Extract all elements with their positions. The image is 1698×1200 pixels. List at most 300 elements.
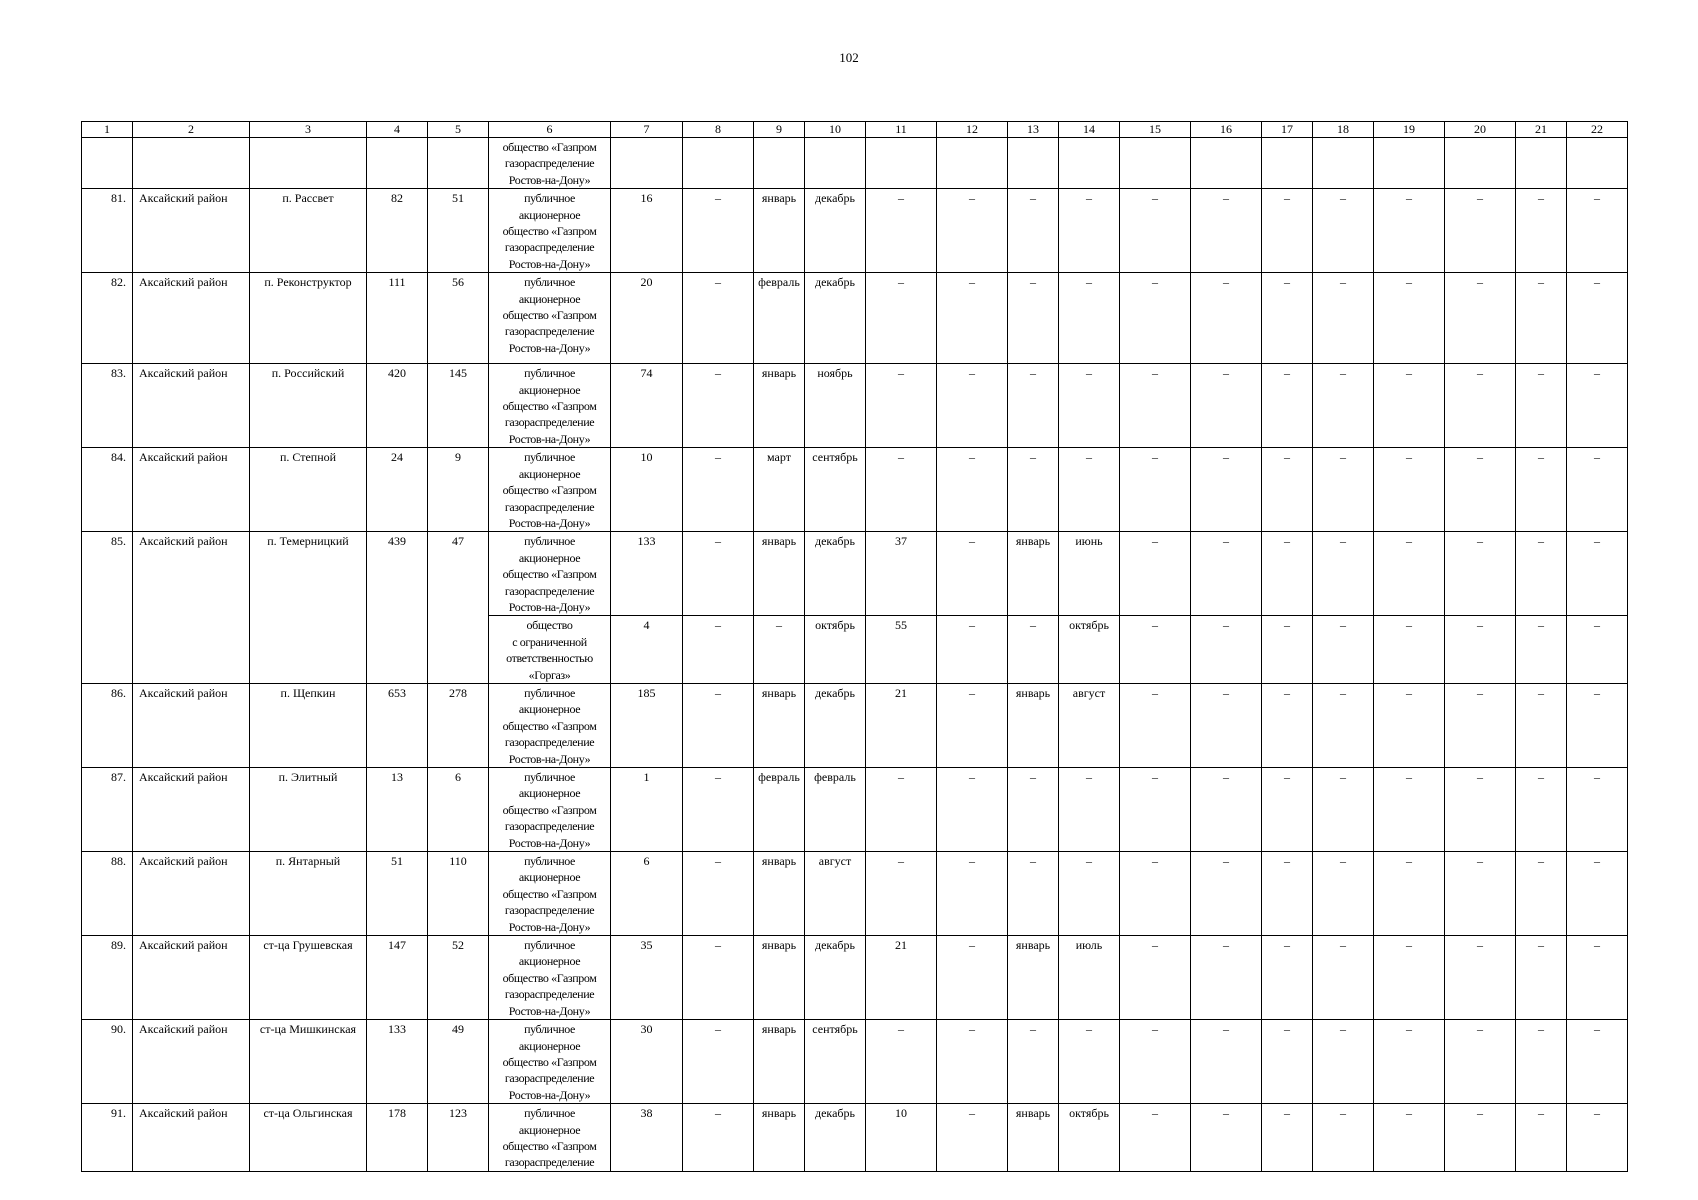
org-name-line: публичное	[524, 938, 575, 953]
value-cell-col22: –	[1567, 683, 1628, 767]
org-name-line: Ростов-на-Дону»	[508, 751, 591, 766]
row-number-cell: 90.	[82, 1020, 133, 1104]
value-cell-col21: –	[1516, 273, 1567, 364]
value-cell-col5: 278	[428, 683, 489, 767]
value-cell-col21: –	[1516, 364, 1567, 448]
value-cell-col9: январь	[754, 364, 805, 448]
value-cell-col9: март	[754, 448, 805, 532]
org-name-line: Ростов-на-Дону»	[508, 515, 591, 530]
column-number-header: 10	[805, 122, 866, 138]
org-name-line: Ростов-на-Дону»	[508, 919, 591, 934]
org-name-line: публичное	[524, 275, 575, 290]
value-cell-col13: январь	[1008, 532, 1059, 616]
value-cell-col12: –	[937, 936, 1008, 1020]
value-cell-col17: –	[1262, 448, 1313, 532]
value-cell-col8: –	[683, 768, 754, 852]
value-cell-col19: –	[1374, 448, 1445, 532]
org-name-line: акционерное	[518, 382, 581, 397]
value-cell-col7: 35	[611, 936, 683, 1020]
value-cell-col16: –	[1191, 189, 1262, 273]
value-cell-col15: –	[1120, 852, 1191, 936]
value-cell-col11: 21	[866, 936, 937, 1020]
continuation-row	[82, 138, 1628, 189]
value-cell-col11: –	[866, 189, 937, 273]
value-cell-col21: –	[1516, 616, 1567, 684]
org-name-line: публичное	[524, 450, 575, 465]
operator-cell	[489, 138, 611, 189]
empty-cell	[1374, 138, 1445, 189]
column-number-header: 14	[1059, 122, 1120, 138]
settlement-cell: п. Янтарный	[250, 852, 367, 936]
column-number-header: 17	[1262, 122, 1313, 138]
value-cell-col8: –	[683, 683, 754, 767]
value-cell-col22: –	[1567, 768, 1628, 852]
value-cell-col17: –	[1262, 852, 1313, 936]
settlement-cell: ст-ца Мишкинская	[250, 1020, 367, 1104]
value-cell-col18: –	[1313, 273, 1374, 364]
value-cell-col20: –	[1445, 768, 1516, 852]
value-cell-col4: 24	[367, 448, 428, 532]
value-cell-col10: август	[805, 852, 866, 936]
settlement-cell: ст-ца Ольгинская	[250, 1104, 367, 1172]
value-cell-col7: 4	[611, 616, 683, 684]
value-cell-col11: –	[866, 273, 937, 364]
org-name-line: Ростов-на-Дону»	[508, 256, 591, 271]
operator-cell	[489, 683, 611, 767]
value-cell-col14: июнь	[1059, 532, 1120, 616]
value-cell-col14: октябрь	[1059, 1104, 1120, 1172]
value-cell-col5: 51	[428, 189, 489, 273]
org-name-line: газораспределение	[504, 903, 595, 918]
table-row	[82, 364, 1628, 448]
data-table	[81, 121, 1628, 1172]
district-cell: Аксайский район	[133, 683, 250, 767]
org-name-line: газораспределение	[504, 1071, 595, 1086]
value-cell-col22: –	[1567, 1104, 1628, 1172]
value-cell-col10: декабрь	[805, 683, 866, 767]
value-cell-col10: октябрь	[805, 616, 866, 684]
value-cell-col10: декабрь	[805, 532, 866, 616]
operator-cell	[489, 1104, 611, 1172]
value-cell-col18: –	[1313, 936, 1374, 1020]
row-number-cell: 89.	[82, 936, 133, 1020]
table-row	[82, 1104, 1628, 1172]
value-cell-col18: –	[1313, 852, 1374, 936]
value-cell-col21: –	[1516, 532, 1567, 616]
value-cell-col10: сентябрь	[805, 1020, 866, 1104]
org-name-line: газораспределение	[504, 1155, 595, 1170]
org-name-line: публичное	[524, 685, 575, 700]
row-number-cell: 91.	[82, 1104, 133, 1172]
value-cell-col18: –	[1313, 683, 1374, 767]
value-cell-col18: –	[1313, 1020, 1374, 1104]
value-cell-col22: –	[1567, 1020, 1628, 1104]
value-cell-col15: –	[1120, 532, 1191, 616]
value-cell-col13: –	[1008, 768, 1059, 852]
org-name-line: акционерное	[518, 954, 581, 969]
org-name-line: общество «Газпром	[502, 802, 597, 817]
value-cell-col13: январь	[1008, 683, 1059, 767]
value-cell-col8: –	[683, 273, 754, 364]
value-cell-col8: –	[683, 364, 754, 448]
value-cell-col22: –	[1567, 448, 1628, 532]
column-number-header: 22	[1567, 122, 1628, 138]
column-number-header: 9	[754, 122, 805, 138]
value-cell-col10: декабрь	[805, 189, 866, 273]
column-number-header: 4	[367, 122, 428, 138]
org-name-line: газораспределение	[504, 819, 595, 834]
org-name-line: с ограниченной	[512, 634, 587, 649]
org-name-line: газораспределение	[504, 324, 595, 339]
org-name-line: общество «Газпром	[502, 567, 597, 582]
value-cell-col20: –	[1445, 189, 1516, 273]
value-cell-col4: 51	[367, 852, 428, 936]
empty-cell	[1059, 138, 1120, 189]
settlement-cell: п. Степной	[250, 448, 367, 532]
value-cell-col20: –	[1445, 936, 1516, 1020]
org-name-line: газораспределение	[504, 156, 595, 171]
value-cell-col20: –	[1445, 273, 1516, 364]
value-cell-col17: –	[1262, 532, 1313, 616]
column-number-header: 8	[683, 122, 754, 138]
value-cell-col11: –	[866, 364, 937, 448]
row-number-cell: 82.	[82, 273, 133, 364]
value-cell-col11: –	[866, 1020, 937, 1104]
table-row	[82, 448, 1628, 532]
value-cell-col22: –	[1567, 364, 1628, 448]
table-row	[82, 768, 1628, 852]
value-cell-col12: –	[937, 1104, 1008, 1172]
value-cell-col18: –	[1313, 616, 1374, 684]
value-cell-col5: 6	[428, 768, 489, 852]
district-cell: Аксайский район	[133, 936, 250, 1020]
value-cell-col9: январь	[754, 852, 805, 936]
value-cell-col15: –	[1120, 1104, 1191, 1172]
org-name-line: публичное	[524, 191, 575, 206]
value-cell-col9: январь	[754, 1104, 805, 1172]
value-cell-col14: –	[1059, 448, 1120, 532]
operator-cell	[489, 768, 611, 852]
value-cell-col7: 30	[611, 1020, 683, 1104]
column-number-header: 5	[428, 122, 489, 138]
value-cell-col5: 47	[428, 532, 489, 684]
value-cell-col22: –	[1567, 189, 1628, 273]
value-cell-col11: 10	[866, 1104, 937, 1172]
empty-cell	[1191, 138, 1262, 189]
table-row	[82, 1020, 1628, 1104]
value-cell-col15: –	[1120, 364, 1191, 448]
column-number-header: 20	[1445, 122, 1516, 138]
value-cell-col21: –	[1516, 683, 1567, 767]
operator-cell	[489, 1020, 611, 1104]
empty-cell	[250, 138, 367, 189]
value-cell-col14: –	[1059, 1020, 1120, 1104]
org-name-line: акционерное	[518, 291, 581, 306]
empty-cell	[1567, 138, 1628, 189]
value-cell-col10: ноябрь	[805, 364, 866, 448]
value-cell-col8: –	[683, 448, 754, 532]
district-cell: Аксайский район	[133, 852, 250, 936]
value-cell-col14: июль	[1059, 936, 1120, 1020]
org-name-line: «Горгаз»	[528, 667, 571, 682]
value-cell-col16: –	[1191, 1020, 1262, 1104]
value-cell-col18: –	[1313, 1104, 1374, 1172]
table-row	[82, 852, 1628, 936]
empty-cell	[805, 138, 866, 189]
value-cell-col5: 49	[428, 1020, 489, 1104]
empty-cell	[937, 138, 1008, 189]
value-cell-col13: –	[1008, 616, 1059, 684]
org-name-line: акционерное	[518, 702, 581, 717]
value-cell-col4: 13	[367, 768, 428, 852]
value-cell-col10: декабрь	[805, 936, 866, 1020]
value-cell-col21: –	[1516, 852, 1567, 936]
empty-cell	[428, 138, 489, 189]
org-name-line: газораспределение	[504, 240, 595, 255]
value-cell-col8: –	[683, 936, 754, 1020]
operator-cell	[489, 616, 611, 684]
org-name-line: общество «Газпром	[502, 399, 597, 414]
value-cell-col14: –	[1059, 189, 1120, 273]
value-cell-col13: январь	[1008, 1104, 1059, 1172]
value-cell-col9: февраль	[754, 273, 805, 364]
operator-cell	[489, 852, 611, 936]
value-cell-col20: –	[1445, 1020, 1516, 1104]
value-cell-col4: 111	[367, 273, 428, 364]
value-cell-col16: –	[1191, 768, 1262, 852]
value-cell-col22: –	[1567, 273, 1628, 364]
operator-cell	[489, 189, 611, 273]
table-row	[82, 273, 1628, 364]
value-cell-col17: –	[1262, 273, 1313, 364]
value-cell-col7: 133	[611, 532, 683, 616]
empty-cell	[1262, 138, 1313, 189]
value-cell-col18: –	[1313, 768, 1374, 852]
row-number-cell: 87.	[82, 768, 133, 852]
empty-cell	[1313, 138, 1374, 189]
value-cell-col9: январь	[754, 936, 805, 1020]
column-number-header: 13	[1008, 122, 1059, 138]
value-cell-col11: –	[866, 768, 937, 852]
district-cell: Аксайский район	[133, 189, 250, 273]
value-cell-col5: 145	[428, 364, 489, 448]
value-cell-col17: –	[1262, 1104, 1313, 1172]
value-cell-col16: –	[1191, 616, 1262, 684]
district-cell: Аксайский район	[133, 1020, 250, 1104]
org-name-line: акционерное	[518, 786, 581, 801]
value-cell-col14: –	[1059, 364, 1120, 448]
org-name-line: газораспределение	[504, 735, 595, 750]
empty-cell	[133, 138, 250, 189]
value-cell-col15: –	[1120, 768, 1191, 852]
org-name-line: общество «Газпром	[502, 1138, 597, 1153]
value-cell-col16: –	[1191, 683, 1262, 767]
org-name-line: общество «Газпром	[502, 718, 597, 733]
column-number-header: 19	[1374, 122, 1445, 138]
value-cell-col4: 439	[367, 532, 428, 684]
org-name-line: общество «Газпром	[502, 224, 597, 239]
value-cell-col5: 56	[428, 273, 489, 364]
value-cell-col12: –	[937, 532, 1008, 616]
value-cell-col19: –	[1374, 852, 1445, 936]
column-number-header-row	[82, 122, 1628, 138]
value-cell-col21: –	[1516, 1020, 1567, 1104]
org-name-line: Ростов-на-Дону»	[508, 835, 591, 850]
org-name-line: публичное	[524, 366, 575, 381]
value-cell-col7: 20	[611, 273, 683, 364]
district-cell: Аксайский район	[133, 273, 250, 364]
value-cell-col14: –	[1059, 852, 1120, 936]
value-cell-col19: –	[1374, 364, 1445, 448]
empty-cell	[367, 138, 428, 189]
value-cell-col7: 74	[611, 364, 683, 448]
value-cell-col19: –	[1374, 768, 1445, 852]
page-number: 102	[839, 50, 859, 65]
operator-cell	[489, 273, 611, 364]
value-cell-col9: январь	[754, 683, 805, 767]
org-name-line: газораспределение	[504, 499, 595, 514]
value-cell-col4: 147	[367, 936, 428, 1020]
value-cell-col4: 82	[367, 189, 428, 273]
org-name-line: акционерное	[518, 870, 581, 885]
empty-cell	[1445, 138, 1516, 189]
org-name-line: газораспределение	[504, 415, 595, 430]
column-number-header: 15	[1120, 122, 1191, 138]
value-cell-col20: –	[1445, 532, 1516, 616]
value-cell-col18: –	[1313, 532, 1374, 616]
value-cell-col15: –	[1120, 189, 1191, 273]
table-row	[82, 683, 1628, 767]
value-cell-col17: –	[1262, 936, 1313, 1020]
org-name-line: Ростов-на-Дону»	[508, 1087, 591, 1102]
value-cell-col5: 123	[428, 1104, 489, 1172]
table-row	[82, 532, 1628, 616]
org-name-line: ответственностью	[506, 651, 593, 666]
value-cell-col7: 185	[611, 683, 683, 767]
value-cell-col8: –	[683, 852, 754, 936]
value-cell-col12: –	[937, 1020, 1008, 1104]
org-name-line: газораспределение	[504, 987, 595, 1002]
value-cell-col8: –	[683, 189, 754, 273]
district-cell: Аксайский район	[133, 532, 250, 684]
org-name-line: общество «Газпром	[502, 140, 597, 154]
value-cell-col16: –	[1191, 1104, 1262, 1172]
empty-cell	[82, 138, 133, 189]
org-name-line: Ростов-на-Дону»	[508, 431, 591, 446]
value-cell-col19: –	[1374, 189, 1445, 273]
org-name-line: акционерное	[518, 1122, 581, 1137]
value-cell-col18: –	[1313, 189, 1374, 273]
value-cell-col20: –	[1445, 683, 1516, 767]
value-cell-col12: –	[937, 768, 1008, 852]
value-cell-col19: –	[1374, 532, 1445, 616]
value-cell-col9: –	[754, 616, 805, 684]
value-cell-col15: –	[1120, 936, 1191, 1020]
org-name-line: акционерное	[518, 550, 581, 565]
value-cell-col18: –	[1313, 364, 1374, 448]
value-cell-col16: –	[1191, 852, 1262, 936]
column-number-header: 18	[1313, 122, 1374, 138]
value-cell-col9: февраль	[754, 768, 805, 852]
value-cell-col7: 6	[611, 852, 683, 936]
value-cell-col17: –	[1262, 683, 1313, 767]
value-cell-col14: август	[1059, 683, 1120, 767]
value-cell-col16: –	[1191, 448, 1262, 532]
org-name-line: общество «Газпром	[502, 970, 597, 985]
value-cell-col21: –	[1516, 448, 1567, 532]
settlement-cell: п. Элитный	[250, 768, 367, 852]
value-cell-col21: –	[1516, 768, 1567, 852]
value-cell-col8: –	[683, 1104, 754, 1172]
org-name-line: общество «Газпром	[502, 308, 597, 323]
value-cell-col16: –	[1191, 364, 1262, 448]
value-cell-col19: –	[1374, 1020, 1445, 1104]
value-cell-col13: –	[1008, 189, 1059, 273]
value-cell-col19: –	[1374, 683, 1445, 767]
value-cell-col11: 55	[866, 616, 937, 684]
value-cell-col14: октябрь	[1059, 616, 1120, 684]
value-cell-col10: декабрь	[805, 1104, 866, 1172]
value-cell-col22: –	[1567, 936, 1628, 1020]
value-cell-col15: –	[1120, 1020, 1191, 1104]
column-number-header: 3	[250, 122, 367, 138]
value-cell-col13: –	[1008, 1020, 1059, 1104]
org-name-line: публичное	[524, 770, 575, 784]
operator-cell	[489, 532, 611, 616]
value-cell-col15: –	[1120, 683, 1191, 767]
value-cell-col15: –	[1120, 616, 1191, 684]
value-cell-col22: –	[1567, 616, 1628, 684]
row-number-cell: 85.	[82, 532, 133, 684]
empty-cell	[754, 138, 805, 189]
value-cell-col8: –	[683, 1020, 754, 1104]
org-name-line: общество «Газпром	[502, 886, 597, 901]
value-cell-col7: 10	[611, 448, 683, 532]
empty-cell	[611, 138, 683, 189]
value-cell-col20: –	[1445, 1104, 1516, 1172]
row-number-cell: 86.	[82, 683, 133, 767]
value-cell-col13: –	[1008, 273, 1059, 364]
empty-cell	[1008, 138, 1059, 189]
operator-cell	[489, 936, 611, 1020]
org-name-line: акционерное	[518, 207, 581, 222]
empty-cell	[866, 138, 937, 189]
data-table-wrapper	[81, 121, 1628, 1172]
row-number-cell: 83.	[82, 364, 133, 448]
settlement-cell: п. Российский	[250, 364, 367, 448]
column-number-header: 7	[611, 122, 683, 138]
value-cell-col21: –	[1516, 1104, 1567, 1172]
column-number-header: 16	[1191, 122, 1262, 138]
row-number-cell: 84.	[82, 448, 133, 532]
value-cell-col11: 37	[866, 532, 937, 616]
value-cell-col17: –	[1262, 189, 1313, 273]
value-cell-col4: 653	[367, 683, 428, 767]
value-cell-col20: –	[1445, 852, 1516, 936]
value-cell-col20: –	[1445, 448, 1516, 532]
table-row	[82, 936, 1628, 1020]
value-cell-col11: –	[866, 852, 937, 936]
org-name-line: публичное	[524, 1022, 575, 1037]
value-cell-col9: январь	[754, 1020, 805, 1104]
value-cell-col22: –	[1567, 852, 1628, 936]
org-name-line: публичное	[524, 534, 575, 549]
column-number-header: 21	[1516, 122, 1567, 138]
value-cell-col14: –	[1059, 273, 1120, 364]
value-cell-col7: 16	[611, 189, 683, 273]
value-cell-col10: февраль	[805, 768, 866, 852]
column-number-header: 6	[489, 122, 611, 138]
